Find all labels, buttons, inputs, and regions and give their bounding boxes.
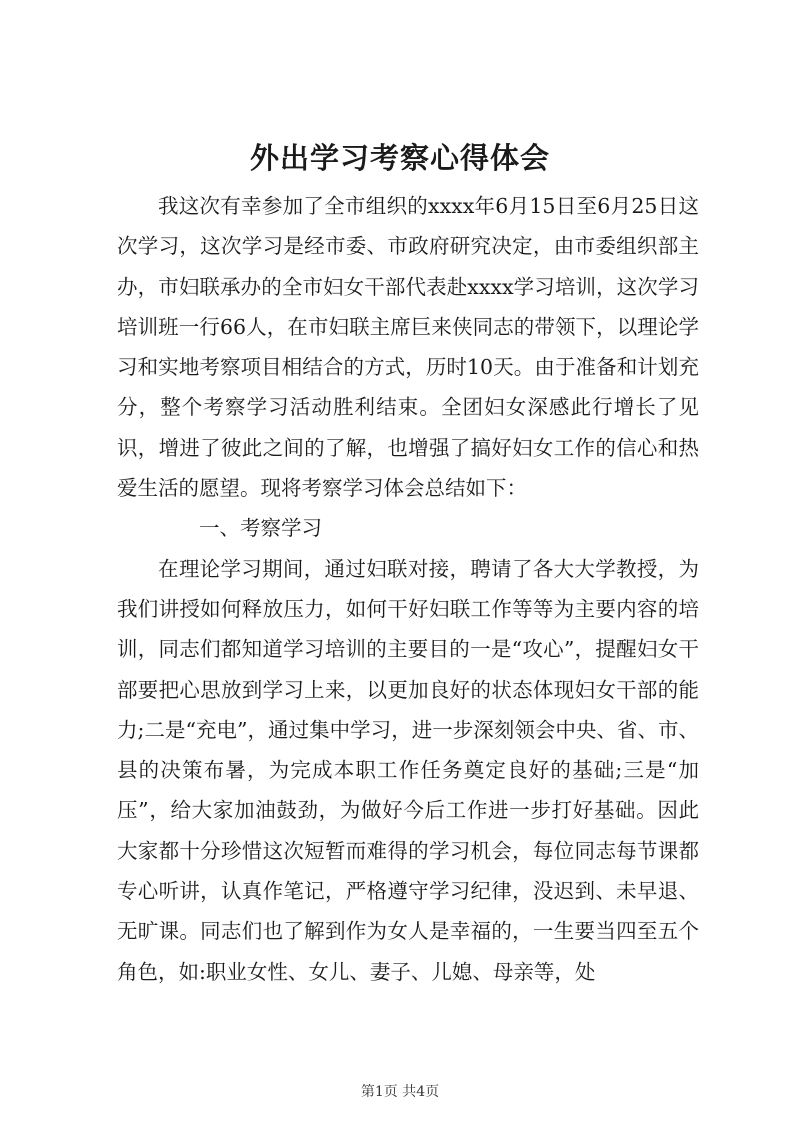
document-body (117, 186, 699, 992)
page-footer: 第1页 共4页 (360, 1084, 440, 1100)
intro-paragraph: 我这次有幸参加了全市组织的xxxx年6月15日至6月25日这次学习，这次学习是经市委、市政府研究决定，由市委组织部主办，市妇联承办的全市妇女干部代表赴xxxx学习培训，这次学习培训班一行66人，在市妇联主席巨来侠同志的带领下，以理论学习和实地考察项目相结合的方式，历时10天。由于准备和计划充分，整个考察学习活动胜利结束。全团妇女深感此行增长了见识，增进了彼此之间的了解，也增强了搞好妇女工作的信心和热爱生活的愿望。现将考察学习体会总结如下： (117, 194, 699, 501)
section-paragraph: 在理论学习期间，通过妇联对接，聘请了各大大学教授，为我们讲授如何释放压力，如何干好妇联工作等等为主要内容的培训，同志们都知道学习培训的主要目的一是“攻心”，提醒妇女干部要把心思放到学习上来，以更加良好的状态体现妇女干部的能力;二是“充电”，通过集中学习，进一步深刻领会中央、省、市、县的决策布暑，为完成本职工作任务奠定良好的基础;三是“加压”，给大家加油鼓劲，为做好今后工作进一步打好基础。因此大家都十分珍惜这次短暂而难得的学习机会，每位同志每节课都专心听讲，认真作笔记，严格遵守学习纪律，没迟到、未早退、无旷课。同志们也了解到作为女人是幸福的，一生要当四至五个角色，如:职业女性、女儿、妻子、儿媳、母亲等，处 (117, 556, 699, 984)
document-title: 外出学习考察心得体会 (249, 141, 550, 175)
section-heading: 一、考察学习 (199, 516, 322, 541)
